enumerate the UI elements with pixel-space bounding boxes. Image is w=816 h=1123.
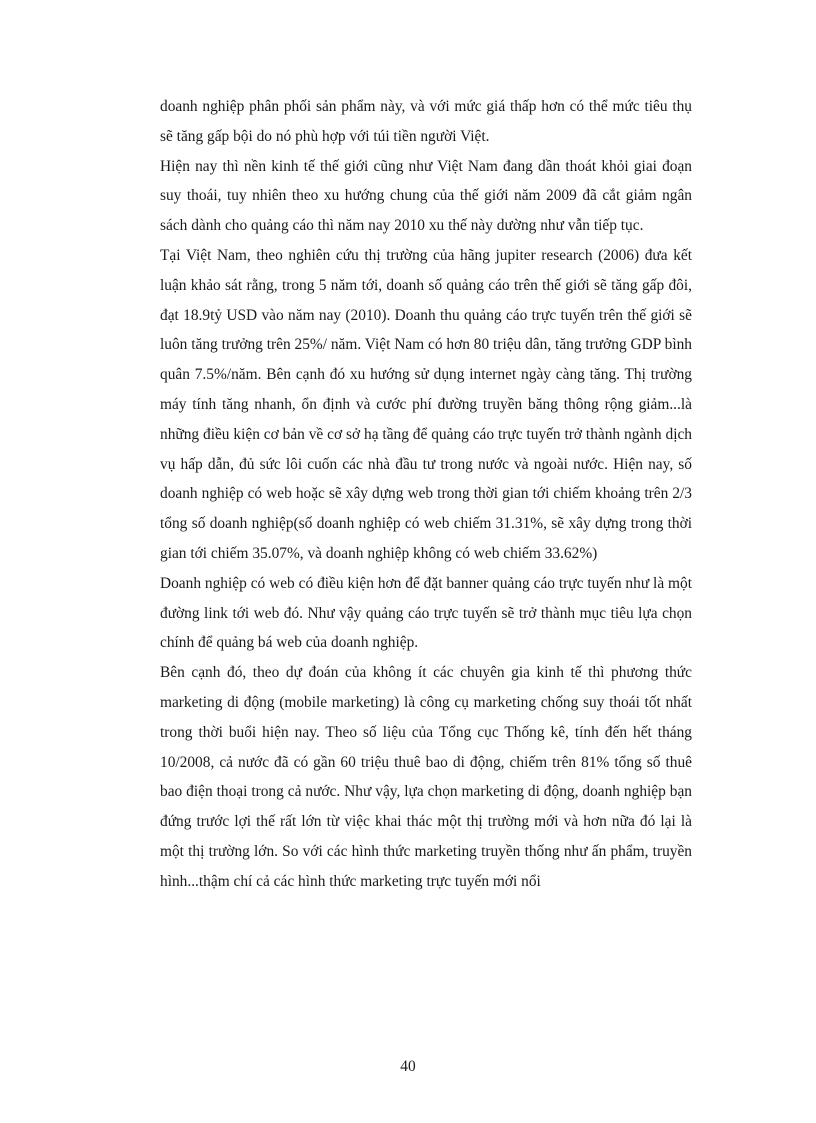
paragraph-mobile-marketing: Bên cạnh đó, theo dự đoán của không ít các chuyên gia kinh tế thì phương thức marketing di động (mobile marketing) là công cụ marketing chống suy thoái tốt nhất trong thời buổi hiện nay. Theo số liệu của Tổng cục Thống kê, tính đến hết tháng 10/2008, cả nước đã có gần 60 triệu thuê bao di động, chiếm trên 81% tổng số thuê bao điện thoại trong cả nước. Như vậy, lựa chọn marketing di động, doanh nghiệp bạn đứng trước lợi thế rất lớn từ việc khai thác một thị trường mới và hơn nữa đó lại là một thị trường lớn. So với các hình thức marketing truyền thống như ấn phẩm, truyền hình...thậm chí cả các hình thức marketing trực tuyến mới nổi bbox=[160, 664, 692, 890]
paragraph-economy: Hiện nay thì nền kinh tế thế giới cũng như Việt Nam đang dần thoát khỏi giai đoạn suy thoái, tuy nhiên theo xu hướng chung của thế giới năm 2009 đã cắt giảm ngân sách dành cho quảng cáo thì năm nay 2010 xu thế này dường như vẫn tiếp tục. bbox=[160, 157, 692, 235]
body-text bbox=[160, 92, 692, 897]
paragraph-web-banner: Doanh nghiệp có web có điều kiện hơn để đặt banner quảng cáo trực tuyến như là một đường link tới web đó. Như vậy quảng cáo trực tuyến sẽ trở thành mục tiêu lựa chọn chính để quảng bá web của doanh nghiệp. bbox=[160, 574, 692, 652]
page-number: 40 bbox=[400, 1058, 416, 1075]
paragraph-vietnam-market: Tại Việt Nam, theo nghiên cứu thị trường của hãng jupiter research (2006) đưa kết luận khảo sát rằng, trong 5 năm tới, doanh số quảng cáo trên thế giới sẽ tăng gấp đôi, đạt 18.9tỷ USD vào năm nay (2010). Doanh thu quảng cáo trực tuyến trên thế giới sẽ luôn tăng trưởng trên 25%/ năm. Việt Nam có hơn 80 triệu dân, tăng trưởng GDP bình quân 7.5%/năm. Bên cạnh đó xu hướng sử dụng internet ngày càng tăng. Thị trường máy tính tăng nhanh, ổn định và cước phí đường truyền băng thông rộng giảm...là những điều kiện cơ bản về cơ sở hạ tầng để quảng cáo trực tuyến trở thành ngành dịch vụ hấp dẫn, đủ sức lôi cuốn các nhà đầu tư trong nước và ngoài nước. Hiện nay, số doanh nghiệp có web hoặc sẽ xây dựng web trong thời gian tới chiếm khoảng trên 2/3 tổng số doanh nghiệp(số doanh nghiệp có web chiếm 31.31%, sẽ xây dựng trong thời gian tới chiếm 35.07%, và doanh nghiệp không có web chiếm 33.62%) bbox=[160, 246, 692, 562]
paragraph-continuation: doanh nghiệp phân phối sản phẩm này, và với mức giá thấp hơn có thể mức tiêu thụ sẽ tăng gấp bội do nó phù hợp với túi tiền người Việt. bbox=[160, 98, 692, 145]
